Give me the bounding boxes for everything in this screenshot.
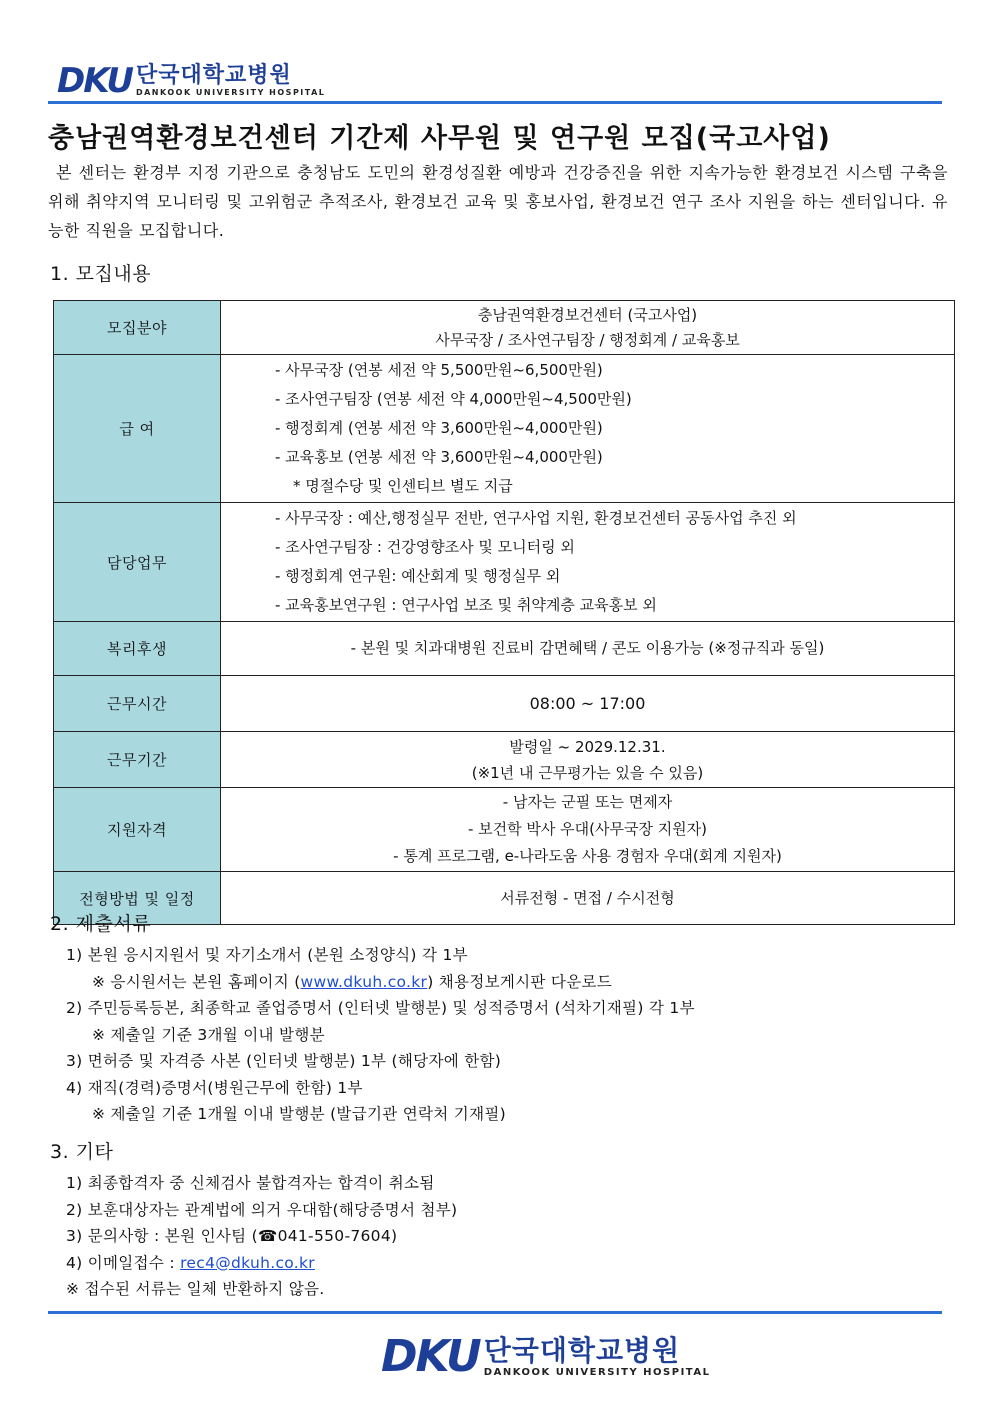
- value-welfare: [221, 622, 955, 676]
- duty-line: - 사무국장 : 예산,행정실무 전반, 연구사업 지원, 환경보건센터 공동사업 추진 외: [275, 509, 797, 527]
- list-item-note: ※ 제출일 기준 1개월 이내 발행분 (발급기관 연락처 기재필): [92, 1105, 506, 1123]
- section-heading-documents: 2. 제출서류: [50, 913, 152, 935]
- field-line: 사무국장 / 조사연구팀장 / 행정회계 / 교육홍보: [435, 330, 740, 349]
- duty-line: - 행정회계 연구원: 예산회계 및 행정실무 외: [275, 567, 561, 585]
- list-item: 3) 문의사항 : 본원 인사팀 (☎041-550-7604): [66, 1227, 398, 1245]
- list-item: 4) 재직(경력)증명서(병원근무에 한함) 1부: [66, 1078, 363, 1097]
- hours-line: 08:00 ~ 17:00: [529, 694, 646, 713]
- footer-logo: [381, 1331, 711, 1382]
- page-title: 충남권역환경보건센터 기간제 사무원 및 연구원 모집(국고사업): [48, 123, 831, 154]
- note-text: ※ 응시원서는 본원 홈페이지 (: [92, 972, 301, 991]
- logo-mark: DKU: [57, 61, 132, 101]
- salary-note: * 명절수당 및 인센티브 별도 지급: [293, 477, 513, 495]
- salary-line: - 조사연구팀장 (연봉 세전 약 4,000만원~4,500만원): [275, 390, 632, 408]
- logo-korean-name: 단국대학교병원: [483, 1334, 681, 1367]
- documents-list: [66, 942, 695, 1128]
- label-welfare: 복리후생: [54, 622, 221, 676]
- salary-line: - 교육홍보 (연봉 세전 약 3,600만원~4,000만원): [275, 448, 603, 466]
- email-link[interactable]: rec4@dkuh.co.kr: [180, 1253, 315, 1272]
- table-row: [54, 732, 955, 788]
- header-rule: [48, 101, 942, 104]
- table-row: [54, 355, 955, 503]
- table-row: [54, 788, 955, 872]
- intro-paragraph: [48, 158, 948, 245]
- qualification-line: - 통계 프로그램, e-나라도움 사용 경험자 우대(회계 지원자): [393, 847, 782, 865]
- list-item: 1) 본원 응시지원서 및 자기소개서 (본원 소정양식) 각 1부: [66, 946, 468, 964]
- qualification-line: - 남자는 군필 또는 면제자: [502, 793, 673, 811]
- value-period: [221, 732, 955, 788]
- homepage-link[interactable]: www.dkuh.co.kr: [300, 972, 428, 991]
- period-line: (※1년 내 근무평가는 있을 수 있음): [471, 763, 704, 782]
- logo-english-name: DANKOOK UNIVERSITY HOSPITAL: [135, 88, 326, 97]
- list-item-note: ※ 제출일 기준 3개월 이내 발행분: [92, 1025, 325, 1044]
- table-row: [54, 676, 955, 732]
- logo-korean-name: 단국대학교병원: [135, 63, 292, 88]
- logo-english-name: DANKOOK UNIVERSITY HOSPITAL: [483, 1367, 711, 1378]
- list-item: [66, 1250, 457, 1277]
- value-process: [221, 872, 955, 925]
- intro-text: 본 센터는 환경부 지정 기관으로 충청남도 도민의 환경성질환 예방과 건강증진을 위한 지속가능한 환경보건 시스템 구축을 위해 취약지역 모니터링 및 고위험군 추적조사, 환경보건 교육 및 홍보사업, 환경보건 연구 조사 지원을 하는 센터입니다. 유능한 직원을 모집합니다.: [48, 163, 948, 240]
- welfare-line: - 본원 및 치과대병원 진료비 감면혜택 / 콘도 이용가능 (※정규직과 동일): [350, 639, 825, 657]
- label-process: 전형방법 및 일정: [54, 872, 221, 925]
- list-item: 1) 최종합격자 중 신체검사 불합격자는 합격이 취소됨: [66, 1174, 435, 1192]
- list-item: 2) 보훈대상자는 관계법에 의거 우대함(해당증명서 첨부): [66, 1200, 458, 1219]
- salary-line: - 행정회계 (연봉 세전 약 3,600만원~4,000만원): [275, 419, 603, 437]
- section-heading-etc: 3. 기타: [50, 1141, 114, 1163]
- table-row: [54, 503, 955, 622]
- note-text: ) 채용정보게시판 다운로드: [427, 972, 613, 991]
- value-field: [221, 301, 955, 355]
- table-row: [54, 872, 955, 925]
- recruitment-table: [53, 300, 955, 925]
- logo-mark: DKU: [381, 1331, 480, 1382]
- list-item-note: [66, 969, 695, 996]
- field-line: 충남권역환경보건센터 (국고사업): [477, 305, 698, 324]
- closing-note: ※ 접수된 서류는 일체 반환하지 않음.: [66, 1280, 325, 1298]
- process-line: 서류전형 - 면접 / 수시전형: [500, 888, 675, 907]
- footer-rule: [48, 1311, 942, 1314]
- value-salary: [221, 355, 955, 503]
- qualification-line: - 보건학 박사 우대(사무국장 지원자): [467, 820, 708, 838]
- value-duties: [221, 503, 955, 622]
- etc-list: [66, 1170, 457, 1303]
- value-hours: [221, 676, 955, 732]
- label-qualification: 지원자격: [54, 788, 221, 872]
- duty-line: - 조사연구팀장 : 건강영향조사 및 모니터링 외: [275, 538, 575, 556]
- duty-line: - 교육홍보연구원 : 연구사업 보조 및 취약계층 교육홍보 외: [275, 596, 657, 614]
- table-row: [54, 622, 955, 676]
- value-qualification: [221, 788, 955, 872]
- table-row: [54, 301, 955, 355]
- salary-line: - 사무국장 (연봉 세전 약 5,500만원~6,500만원): [275, 361, 603, 379]
- label-hours: 근무시간: [54, 676, 221, 732]
- label-salary: 급 여: [54, 355, 221, 503]
- email-label: 4) 이메일접수 :: [66, 1253, 181, 1272]
- period-line: 발령일 ~ 2029.12.31.: [509, 737, 666, 756]
- label-duties: 담당업무: [54, 503, 221, 622]
- section-heading-recruitment: 1. 모집내용: [50, 263, 152, 285]
- header-logo: [57, 61, 326, 101]
- list-item: 2) 주민등록등본, 최종학교 졸업증명서 (인터넷 발행분) 및 성적증명서 (석차기재필) 각 1부: [66, 999, 695, 1017]
- label-field: 모집분야: [54, 301, 221, 355]
- label-period: 근무기간: [54, 732, 221, 788]
- list-item: 3) 면허증 및 자격증 사본 (인터넷 발행분) 1부 (해당자에 한함): [66, 1052, 502, 1070]
